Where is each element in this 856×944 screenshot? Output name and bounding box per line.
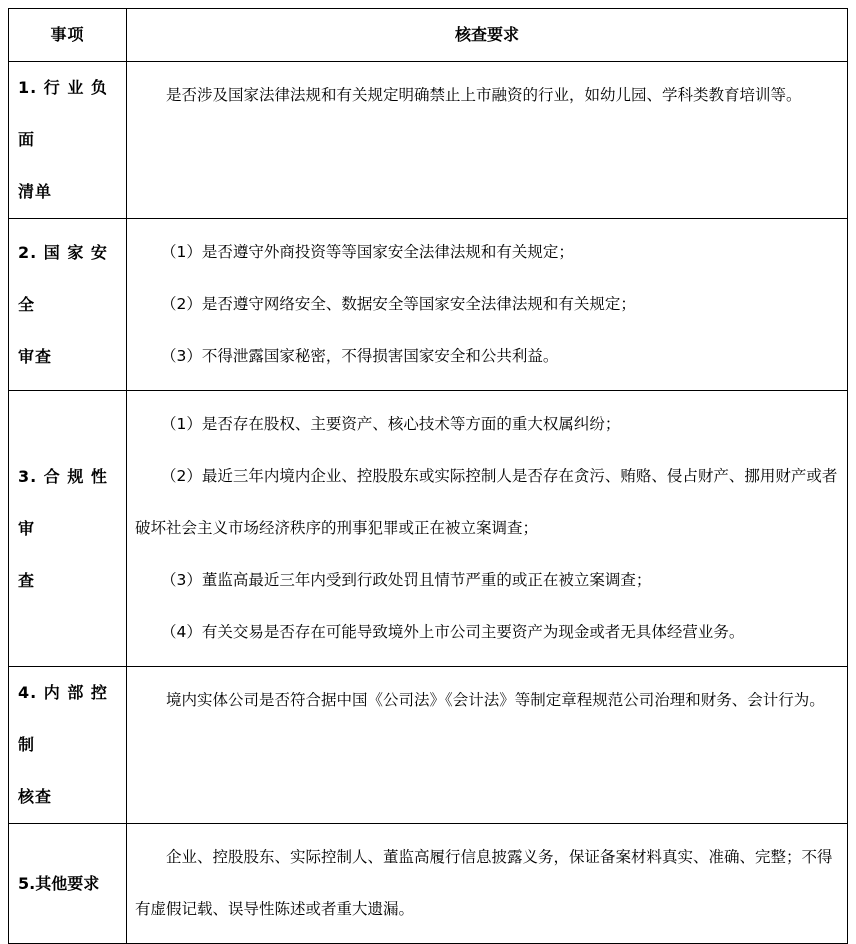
- item-label-line: 核查: [18, 787, 53, 806]
- item-cell: [9, 219, 127, 390]
- table-row: [9, 218, 847, 390]
- item-label-line: 清单: [18, 182, 53, 201]
- item-label-line: 查: [18, 570, 36, 590]
- table-row: [9, 390, 847, 666]
- table-row: [9, 666, 847, 823]
- requirement-text: 是否涉及国家法律法规和有关规定明确禁止上市融资的行业，如幼儿园、学科类教育培训等。: [166, 86, 802, 104]
- table-header-row: [9, 9, 847, 61]
- table-row: [9, 823, 847, 943]
- item-label-line: 1. 行 业 负 面: [18, 78, 108, 149]
- requirement-text: （2）是否遵守网络安全、数据安全等国家安全法律法规和有关规定；: [161, 295, 636, 313]
- item-label-line: 审查: [18, 346, 53, 366]
- item-cell: [9, 62, 127, 218]
- requirement-text: （3）不得泄露国家秘密，不得损害国家安全和公共利益。: [161, 347, 559, 365]
- item-cell: [9, 391, 127, 666]
- item-cell: [9, 667, 127, 823]
- requirement-text: 境内实体公司是否符合据中国《公司法》《会计法》等制定章程规范公司治理和财务、会计行为。: [166, 691, 825, 709]
- requirements-cell: [127, 824, 847, 943]
- requirement-text: （2）最近三年内境内企业、控股股东或实际控制人是否存在贪污、贿赂、侵占财产、挪用财产或者破坏社会主义市场经济秩序的刑事犯罪或正在被立案调查；: [135, 467, 838, 537]
- item-label-line: 2. 国 家 安 全: [18, 242, 108, 314]
- requirement-text: 企业、控股股东、实际控制人、董监高履行信息披露义务，保证备案材料真实、准确、完整；不得有虚假记载、误导性陈述或者重大遗漏。: [135, 848, 833, 918]
- item-label-line: 5.其他要求: [18, 873, 100, 893]
- requirements-cell: [127, 219, 847, 390]
- table-row: [9, 61, 847, 218]
- header-item: 事项: [9, 9, 127, 61]
- requirements-cell: [127, 667, 847, 823]
- requirements-cell: [127, 62, 847, 218]
- item-label-line: 3. 合 规 性 审: [18, 466, 108, 538]
- requirement-text: （1）是否存在股权、主要资产、核心技术等方面的重大权属纠纷；: [161, 415, 621, 433]
- requirement-text: （4）有关交易是否存在可能导致境外上市公司主要资产为现金或者无具体经营业务。: [161, 623, 745, 641]
- requirement-text: （1）是否遵守外商投资等等国家安全法律法规和有关规定；: [161, 243, 574, 261]
- item-cell: [9, 824, 127, 943]
- compliance-table: [8, 8, 848, 944]
- item-label-line: 4. 内 部 控 制: [18, 683, 108, 754]
- requirement-text: （3）董监高最近三年内受到行政处罚且情节严重的或正在被立案调查；: [161, 571, 652, 589]
- requirements-cell: [127, 391, 847, 666]
- header-requirements: 核查要求: [454, 25, 519, 44]
